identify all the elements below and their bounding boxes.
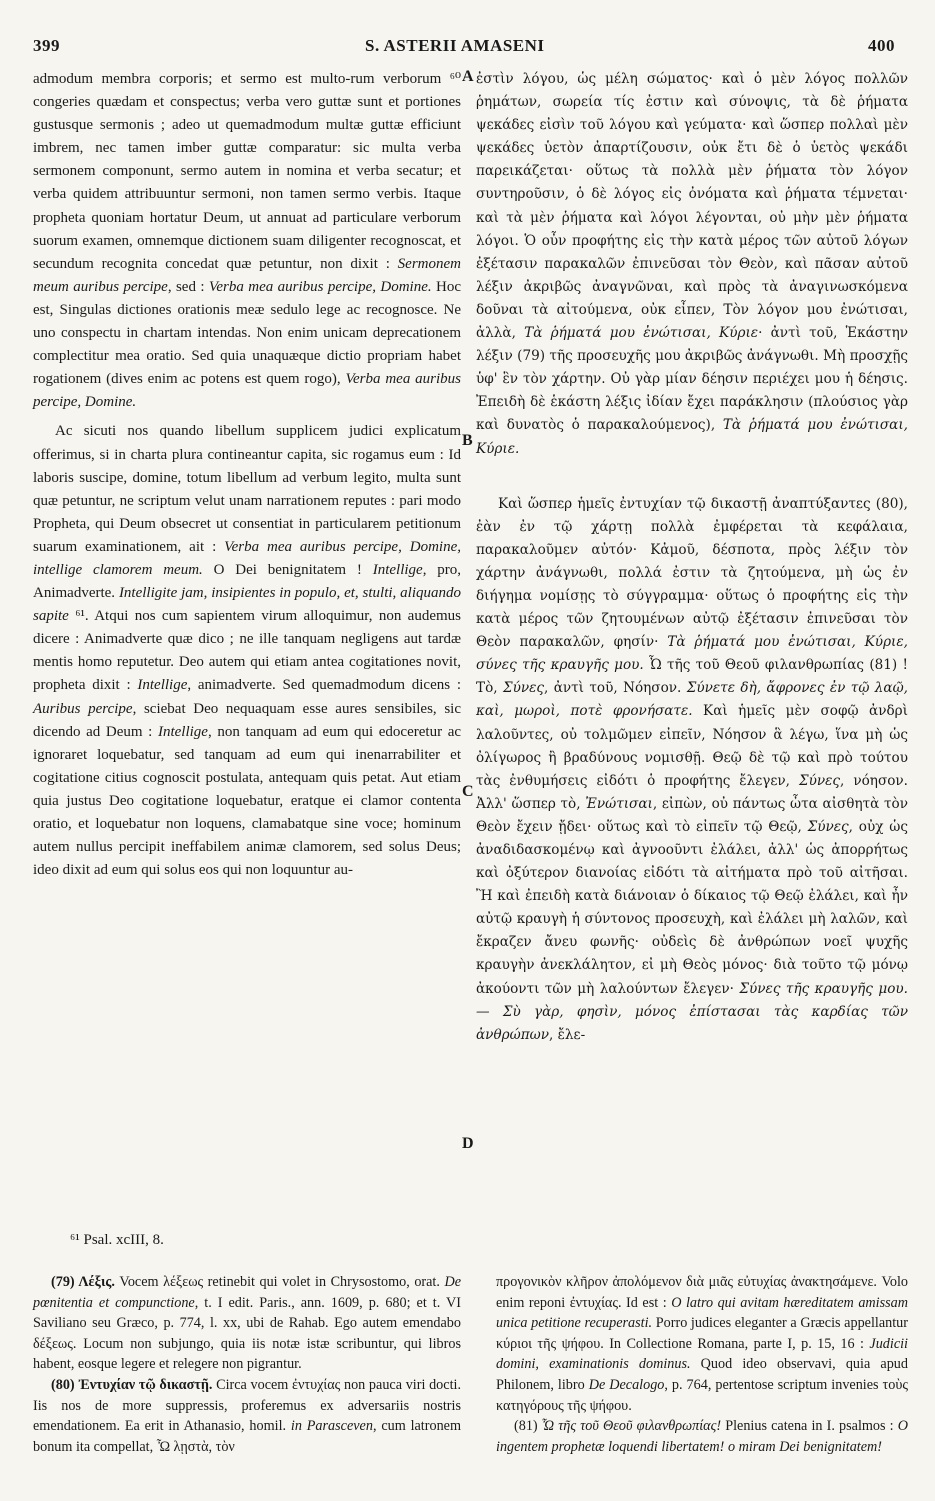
margin-letter-d: D — [462, 1135, 474, 1152]
margin-letter-b: B — [462, 432, 473, 449]
margin-letter-c: C — [462, 783, 474, 800]
greek-column — [476, 68, 908, 1047]
notes-left-column — [33, 1272, 461, 1457]
note-80-continued: προγονικὸν κλῆρον ἀπολόμενον διὰ μιᾶς εὐτυχίας ἀνακτησάμενε. Volo enim reponi ἐντυχίας. Id est : O latro qui avitam hæreditatem amissam unica petitione recuperasti. Porro judices eleganter a Græcis appellantur κύριοι τῆς ψήφου. In Collectione Romana, parte I, p. 15, 16 : Judicii domini, examinationis dominus. Quod ideo observavi, quia apud Philonem, libro De Decalogo, p. 764, pertentose scriptum invenies τοὺς κατηγόρους τῆς ψήφου. — [496, 1274, 909, 1414]
greek-paragraph-1: ἐστὶν λόγου, ὡς μέλη σώματος· καὶ ὁ μὲν λόγος πολλῶν ῥημάτων, σωρεία τίς ἐστιν καὶ σύνοψις, τὰ δὲ ῥήματα ψεκάδες εἰσὶν τοῦ λόγου καὶ γεύματα· καὶ ὥσπερ πολλαὶ μὲν ψεκάδες ὑετὸν ἀπαρτίζουσιν, οὐκ ἔτι δὲ ὁ ὑετὸς ψεκάδι παρεικάζεται· οὕτως τὰ πολλὰ μὲν ῥήματα τὸν λόγον συντηροῦσιν, ὁ δὲ λόγος εἰς ὀνόματα καὶ ῥήματα τέμνεται· καὶ τὰ μὲν ῥήματα καὶ λόγοι λέγονται, οὐ μὴν μὲν ῥήματα λόγοι. Ὁ οὖν προφήτης εἰς τὴν κατὰ μέρος τῶν αὐτοῦ λόγων ἐξέτασιν παρακαλῶν ἐπινεῦσαι τὸν Θεὸν, καὶ πᾶσαν αὐτοῦ λέξιν ἀκριβῶς ἀναγνῶναι, καὶ πρὸς τὰ ἀναγινωσκόμενα δοῦναι τὰ αἰτούμενα, οὐκ εἶπεν, Τὸν λόγον μου ἐνώτισαι, ἀλλὰ, Τὰ ῥήματά μου ἐνώτισαι, Κύριε· ἀντὶ τοῦ, Ἑκάστην λέξιν (79) τῆς προσευχῆς μου ἀκριβῶς ἀνάγνωθι. Μὴ προσχῇς ὑφ' ἓν τὸν χάρτην. Οὐ γὰρ μίαν δέησιν περιέχει μου ἡ δέησις. Ἐπειδὴ δὲ ἑκάστη λέξις ἰδίαν ἔχει παράκλησιν (πλούσιος γὰρ καὶ δυνατὸς ὁ παρακαλούμενος), Τὰ ῥήματά μου ἐνώτισαι, Κύριε. — [476, 71, 908, 457]
latin-paragraph-1: admodum membra corporis; et sermo est multo-rum verborum ⁶⁰ congeries quædam et conspectus; verba vero guttæ sunt et portiones gustusque sermonis ; adeo ut quemadmodum multæ guttæ efficiunt imbrem, nec tamen imber guttæ comparatur: sic multa verba sermonem componunt, sermo autem in nomina et verba secatur; et verba quidem attribuuntur sermoni, non tamen sermo verbis. Itaque propheta quoniam hortatur Deum, ut annuat ad particulare verborum suorum examen, omnemque dictionem suam diligenter recognoscat, et secundum recognita concedat quæ petuntur, non dixit : Sermonem meum auribus percipe, sed : Verba mea auribus percipe, Domine. Hoc est, Singulas dictiones orationis meæ sedulo lege ac recognosce. Ne uno conspectu in chartam intendas. Non enim unicam deprecationem complectitur mea oratio. Sed quia unaquæque dictio propriam habet rogationem (dives enim ac potens est quem rogo), Verba mea auribus percipe, Domine. — [33, 71, 462, 411]
scripture-footnote: ⁶¹ Psal. xcIII, 8. — [70, 1232, 164, 1248]
margin-letter-a: A — [462, 68, 474, 85]
right-page-number: 400 — [868, 36, 895, 55]
note-81: (81) Ὦ τῆς τοῦ Θεοῦ φιλανθρωπίας! Plenius catena in I. psalmos : O ingentem prophetæ loquendi libertatem! o miram Dei benignitatem! — [496, 1418, 908, 1455]
latin-column — [33, 68, 461, 882]
notes-right-column — [496, 1272, 908, 1457]
note-79: (79) Λέξις. Vocem λέξεως retinebit qui volet in Chrysostomo, orat. De pœnitentia et compunctione, t. I edit. Paris., ann. 1609, p. 680; et t. VI Saviliano seu Græco, p. 774, l. xx, ubi de Rahab. Ego autem emendabo δέξεως. Locum non subjungo, quia iis notæ istæ scribuntur, qui libros habent, eosque legere et relegere non pigrantur. — [33, 1274, 461, 1373]
latin-paragraph-2: Ac sicuti nos quando libellum supplicem judici explicatum offerimus, si in charta plura contineantur capita, sic rogamus eum : Id laboris suscipe, domine, totum libellum ad verbum legito, multa sunt quæ petuntur, ne scriptum velut unam narrationem reputes : pari modo Propheta, qui Deum obsecret ut consentiat in particularem petitionum suarum examinationem, ait : Verba mea auribus percipe, Domine, intellige clamorem meum. O Dei benignitatem ! Intellige, pro, Animadverte. Intelligite jam, insipientes in populo, et, stulti, aliquando sapite ⁶¹. Atqui nos cum sapientem virum alloquimur, non audemus dicere : Animadverte quæ dico ; ne ille tanquam negligens aut tardæ mentis homo reputetur. Deo autem qui etiam antea cogitationes novit, propheta dixit : Intellige, animadverte. Sed quemadmodum dicens : Auribus percipe, sciebat Deo nequaquam esse aures sensibiles, sic dicendo ad Deum : Intellige, non tanquam ad eum qui edoceretur ac ignoraret loquebatur, sed tanquam ad eum qui inenarrabiliter et cogitatione citius cognoscit postulata, antequam quis petat. Aut etiam quia justus Deo cogitatione loquebatur, eratque ei clamor contenta oratio, et loquebatur non loquens, clamabatque sine voce; hominum autem nullus percipit ineffabilem animæ clamorem, sed solus Deus; ideo dixit ad eum qui solus eos qui non loquuntur au- — [33, 423, 462, 879]
left-page-number: 399 — [33, 36, 60, 55]
greek-paragraph-2: Καὶ ὥσπερ ἡμεῖς ἐντυχίαν τῷ δικαστῇ ἀναπτύξαντες (80), ἐὰν ἐν τῷ χάρτῃ πολλὰ ἐμφέρεται τὰ κεφάλαια, παρακαλοῦμεν αὐτόν· Κἀμοῦ, δέσποτα, πρὸς λέξιν τὸν χάρτην ἀνάγνωθι, πολλά ἐστιν τὰ ζητούμενα, μὴ ὡς ἐν διήγημα νομίσῃς τὸ σύγγραμμα· οὕτως ὁ προφήτης εἰς τὴν κατὰ μέρος τῶν ζητουμένων αὐτῷ ἐξέτασιν ἐπινεῦσαι τὸν Θεὸν παρακαλῶν, φησίν· Τὰ ῥήματά μου ἐνώτισαι, Κύριε, σύνες τῆς κραυγῆς μου. Ὦ τῆς τοῦ Θεοῦ φιλανθρωπίας (81) ! Τὸ, Σύνες, ἀντὶ τοῦ, Νόησον. Σύνετε δὴ, ἄφρονες ἐν τῷ λαῷ, καὶ, μωροὶ, ποτὲ φρονήσατε. Καὶ ἡμεῖς μὲν σοφῷ ἀνδρὶ λαλοῦντες, οὐ τολμῶμεν εἰπεῖν, Νόησον ἃ λέγω, ἵνα μὴ ὡς ὀλίγωρος ἢ βραδύνους νομισθῇ. Θεῷ δὲ τῷ καὶ πρὸ τούτου τὰς ἐνθυμήσεις εἰδότι ὁ προφήτης ἔλεγεν, Σύνες, νόησον. Ἀλλ' ὥσπερ τὸ, Ἐνώτισαι, εἰπὼν, οὐ πάντως ὦτα αἰσθητὰ τὸν Θεὸν ἔχειν ᾔδει· οὕτως καὶ τὸ εἰπεῖν τῷ Θεῷ, Σύνες, οὐχ ὡς ἀναδιδασκομένῳ καὶ ἀγνοοῦντι ἐλάλει, ἀλλ' ὡς ἀπορρήτως καὶ ὀξύτερον διανοίας εἰδότι τὰ αἰτήματα πρὸ τοῦ αἰτῆσαι. Ἢ καὶ ἐπειδὴ κατὰ διάνοιαν ὁ δίκαιος τῷ Θεῷ ἐλάλει, καὶ ἦν αὐτῷ κραυγὴ ἡ σύντονος προσευχὴ, καὶ ἐλάλει μὴ λαλῶν, καὶ ἔκραζεν ἄνευ φωνῆς· οὐδεὶς δὲ ἀνθρώπων νοεῖ ψυχῆς κραυγὴν ἀνεκλάλητον, εἰ μὴ Θεὸς μόνος· διὰ τοῦτο τῷ μόνῳ ἀκούοντι τῶν μὴ λαλούντων ἔλεγεν· Σύνες τῆς κραυγῆς μου. — Σὺ γὰρ, φησὶν, μόνος ἐπίστασαι τὰς καρδίας τῶν ἀνθρώπων, ἔλε- — [476, 495, 909, 1043]
running-title: S. ASTERII AMASENI — [365, 36, 545, 55]
note-80: (80) Ἐντυχίαν τῷ δικαστῇ. Circa vocem ἐντυχίας non pauca viri docti. Iis nos de more suppressis, proferemus ex adversariis nostris emendationem. Ea erit in Athanasio, homil. in Parasceven, cum latronem bonum ita compellat, Ὦ λῃστὰ, τὸν — [33, 1376, 461, 1455]
